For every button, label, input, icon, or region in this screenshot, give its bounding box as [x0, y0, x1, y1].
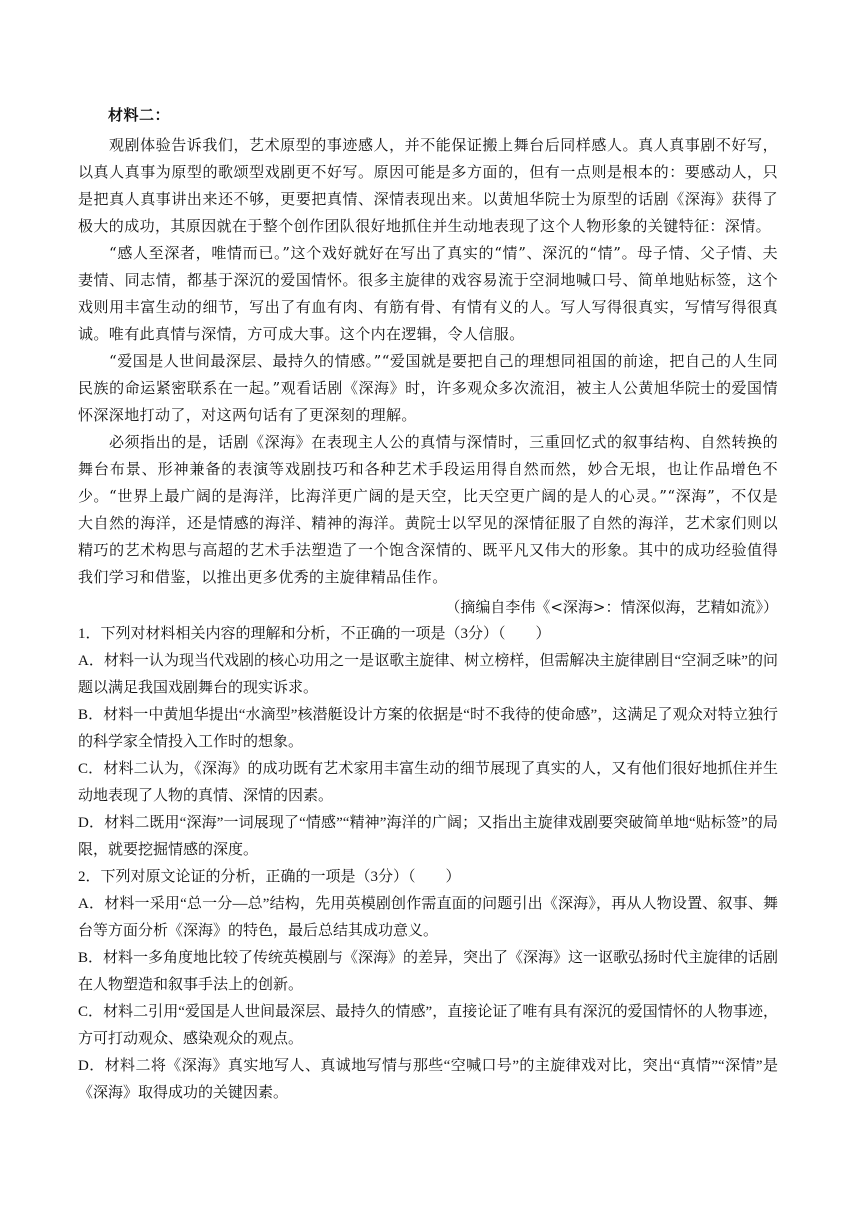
answer-option-a: A．材料一采用“总一分—总”结构，先用英模剧创作需直面的问题引出《深海》，再从人物设置、叙事、舞台等方面分析《深海》的特色，最后总结其成功意义。 [78, 896, 778, 939]
answer-option-d: D．材料二既用“深海”一词展现了“情感”“精神”海洋的广阔；又指出主旋律戏剧要突破简单地“贴标签”的局限，就要挖掘情感的深度。 [78, 815, 778, 858]
answer-option-c: C．材料二认为，《深海》的成功既有艺术家用丰富生动的细节展现了真实的人，又有他们很好地抓住并生动地表现了人物的真情、深情的因素。 [78, 761, 778, 804]
answer-option-d: D．材料二将《深海》真实地写人、真诚地写情与那些“空喊口号”的主旋律戏对比，突出“真情”“深情”是《深海》取得成功的关键因素。 [78, 1058, 778, 1101]
answer-option-b: B．材料一多角度地比较了传统英模剧与《深海》的差异，突出了《深海》这一讴歌弘扬时代主旋律的话剧在人物塑造和叙事手法上的创新。 [78, 950, 779, 993]
answer-option-b: B．材料一中黄旭华提出“水滴型”核潜艇设计方案的依据是“时不我待的使命感”，这满足了观众对特立独行的科学家全情投入工作时的想象。 [78, 707, 778, 750]
material-paragraph: “爱国是人世间最深层、最持久的情感。”“爱国就是要把自己的理想同祖国的前途，把自己的人生同民族的命运紧密联系在一起。”观看话剧《深海》时，许多观众多次流泪，被主人公黄旭华院士的爱国情怀深深地打动了，对这两句话有了更深刻的理解。 [78, 352, 778, 424]
material-paragraph: “世界上最广阔的是海洋，比海洋更广阔的是天空，比天空更广阔的是人的心灵。”“深海”，不仅是大自然的海洋，还是情感的海洋、精神的海洋。黄院士以罕见的深情征服了自然的海洋，艺术家们则以精巧的艺术构思与高超的艺术手法塑造了一个饱含深情的、既平凡又伟大的形象。其中的成功经验值得我们学习和借鉴，以推出更多优秀的主旋律精品佳作。 [78, 487, 778, 586]
question-stem: 1．下列对材料相关内容的理解和分析，不正确的一项是（3分）（ ） [78, 626, 551, 642]
source-citation: （摘编自李伟《<深海>：情深似海，艺精如流》） [445, 598, 778, 616]
material-paragraph: “感人至深者，唯情而已。”这个戏好就好在写出了真实的“情”、深沉的“情”。母子情、父子情、夫妻情、同志情，都基于深沉的爱国情怀。很多主旋律的戏容易流于空洞地喊口号、简单地贴标签，这个戏则用丰富生动的细节，写出了有血有肉、有筋有骨、有情有义的人。写人写得很真实，写情写得很真诚。唯有此真情与深情，方可成大事。这个内在逻辑，令人信服。 [78, 244, 778, 343]
material-paragraph: 必须指出的是，话剧《深海》在表现主人公的真情与深情时，三重回忆式的叙事结构、自然转换的舞台布景、形神兼备的表演等戏剧技巧和各种艺术手段运用得自然而然，妙合无垠，也让作品增色不少。 [78, 433, 778, 505]
question-stem: 2．下列对原文论证的分析，正确的一项是（3分）（ ） [78, 869, 461, 885]
answer-option-a: A．材料一认为现当代戏剧的核心功用之一是讴歌主旋律、树立榜样，但需解决主旋律剧目“空洞乏味”的问题以满足我国戏剧舞台的现实诉求。 [78, 653, 778, 696]
material-heading: 材料二： [108, 106, 171, 124]
answer-option-c: C．材料二引用“爱国是人世间最深层、最持久的情感”，直接论证了唯有具有深沉的爱国情怀的人物事迹，方可打动观众、感染观众的观点。 [78, 1004, 778, 1047]
material-paragraph: 观剧体验告诉我们，艺术原型的事迹感人，并不能保证搬上舞台后同样感人。真人真事剧不好写，以真人真事为原型的歌颂型戏剧更不好写。原因可能是多方面的，但有一点则是根本的：要感动人，只是把真人真事讲出来还不够，更要把真情、深情表现出来。以黄旭华院士为原型的话剧《深海》获得了极大的成功，其原因就在于整个创作团队很好地抓住并生动地表现了这个人物形象的关键特征：深情。 [78, 136, 778, 235]
